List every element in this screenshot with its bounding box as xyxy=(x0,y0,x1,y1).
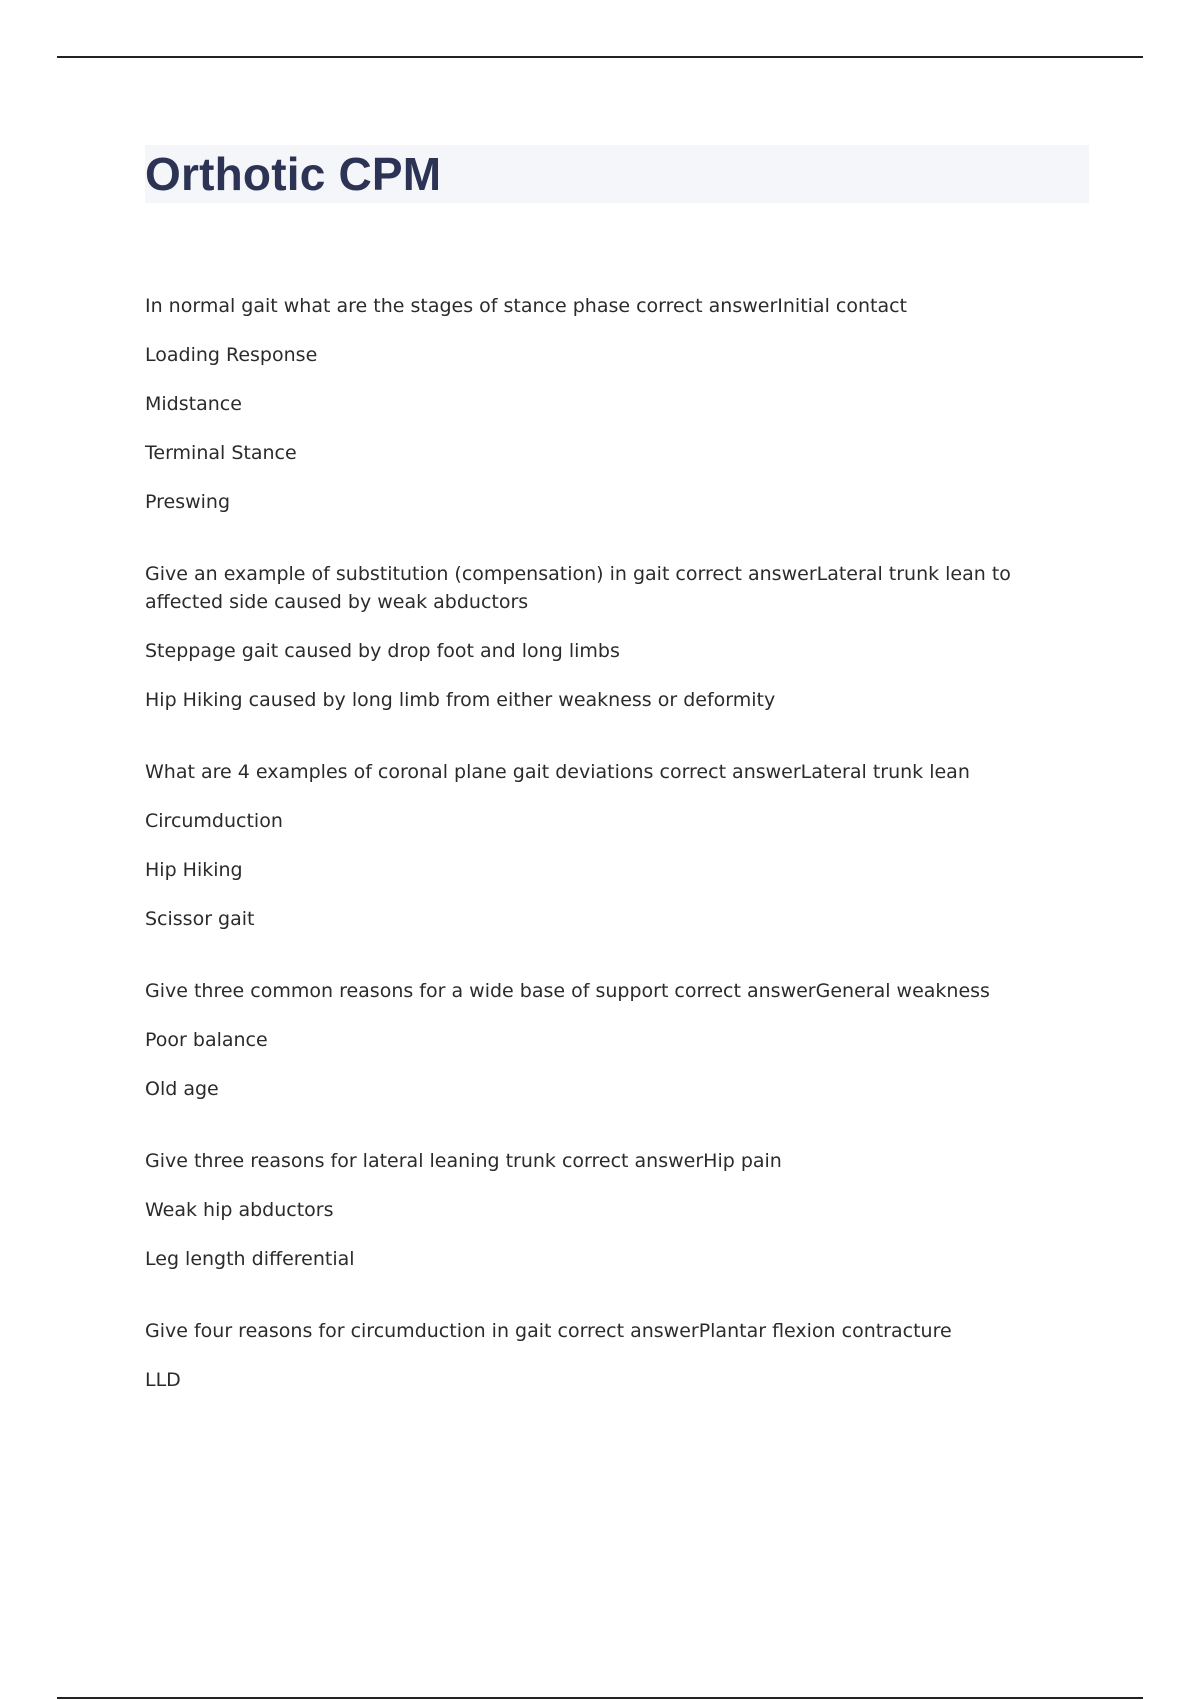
question-line: What are 4 examples of coronal plane gait deviations correct answerLateral trunk lean xyxy=(145,761,970,783)
answer-line: Old age xyxy=(145,1078,219,1100)
answer-line: Loading Response xyxy=(145,344,318,366)
question-line: Give an example of substitution (compensation) in gait correct answerLateral trunk lean to affected side caused by weak abductors xyxy=(145,563,1011,613)
qa-block xyxy=(145,758,1090,933)
question-line: In normal gait what are the stages of stance phase correct answerInitial contact xyxy=(145,295,907,317)
answer-line: Steppage gait caused by drop foot and long limbs xyxy=(145,640,620,662)
answer-line: Midstance xyxy=(145,393,242,415)
answer-line: Preswing xyxy=(145,491,231,513)
answer-line: Circumduction xyxy=(145,810,283,832)
qa-block xyxy=(145,977,1090,1103)
qa-block xyxy=(145,1317,1090,1394)
answer-line: Terminal Stance xyxy=(145,442,297,464)
answer-line: Hip Hiking xyxy=(145,859,243,881)
question-line: Give three reasons for lateral leaning trunk correct answerHip pain xyxy=(145,1150,782,1172)
answer-line: Weak hip abductors xyxy=(145,1199,334,1221)
qa-block xyxy=(145,560,1090,714)
page-title: Orthotic CPM xyxy=(145,148,442,200)
answer-line: Leg length differential xyxy=(145,1248,355,1270)
document-body xyxy=(145,292,1090,1438)
answer-line: Scissor gait xyxy=(145,908,255,930)
qa-block xyxy=(145,292,1090,516)
question-line: Give four reasons for circumduction in gait correct answerPlantar flexion contracture xyxy=(145,1320,952,1342)
answer-line: Hip Hiking caused by long limb from either weakness or deformity xyxy=(145,689,776,711)
question-line: Give three common reasons for a wide base of support correct answerGeneral weakness xyxy=(145,980,990,1002)
answer-line: Poor balance xyxy=(145,1029,268,1051)
footer-rule xyxy=(57,1697,1143,1699)
qa-block xyxy=(145,1147,1090,1273)
answer-line: LLD xyxy=(145,1369,181,1391)
header-rule xyxy=(57,56,1143,58)
